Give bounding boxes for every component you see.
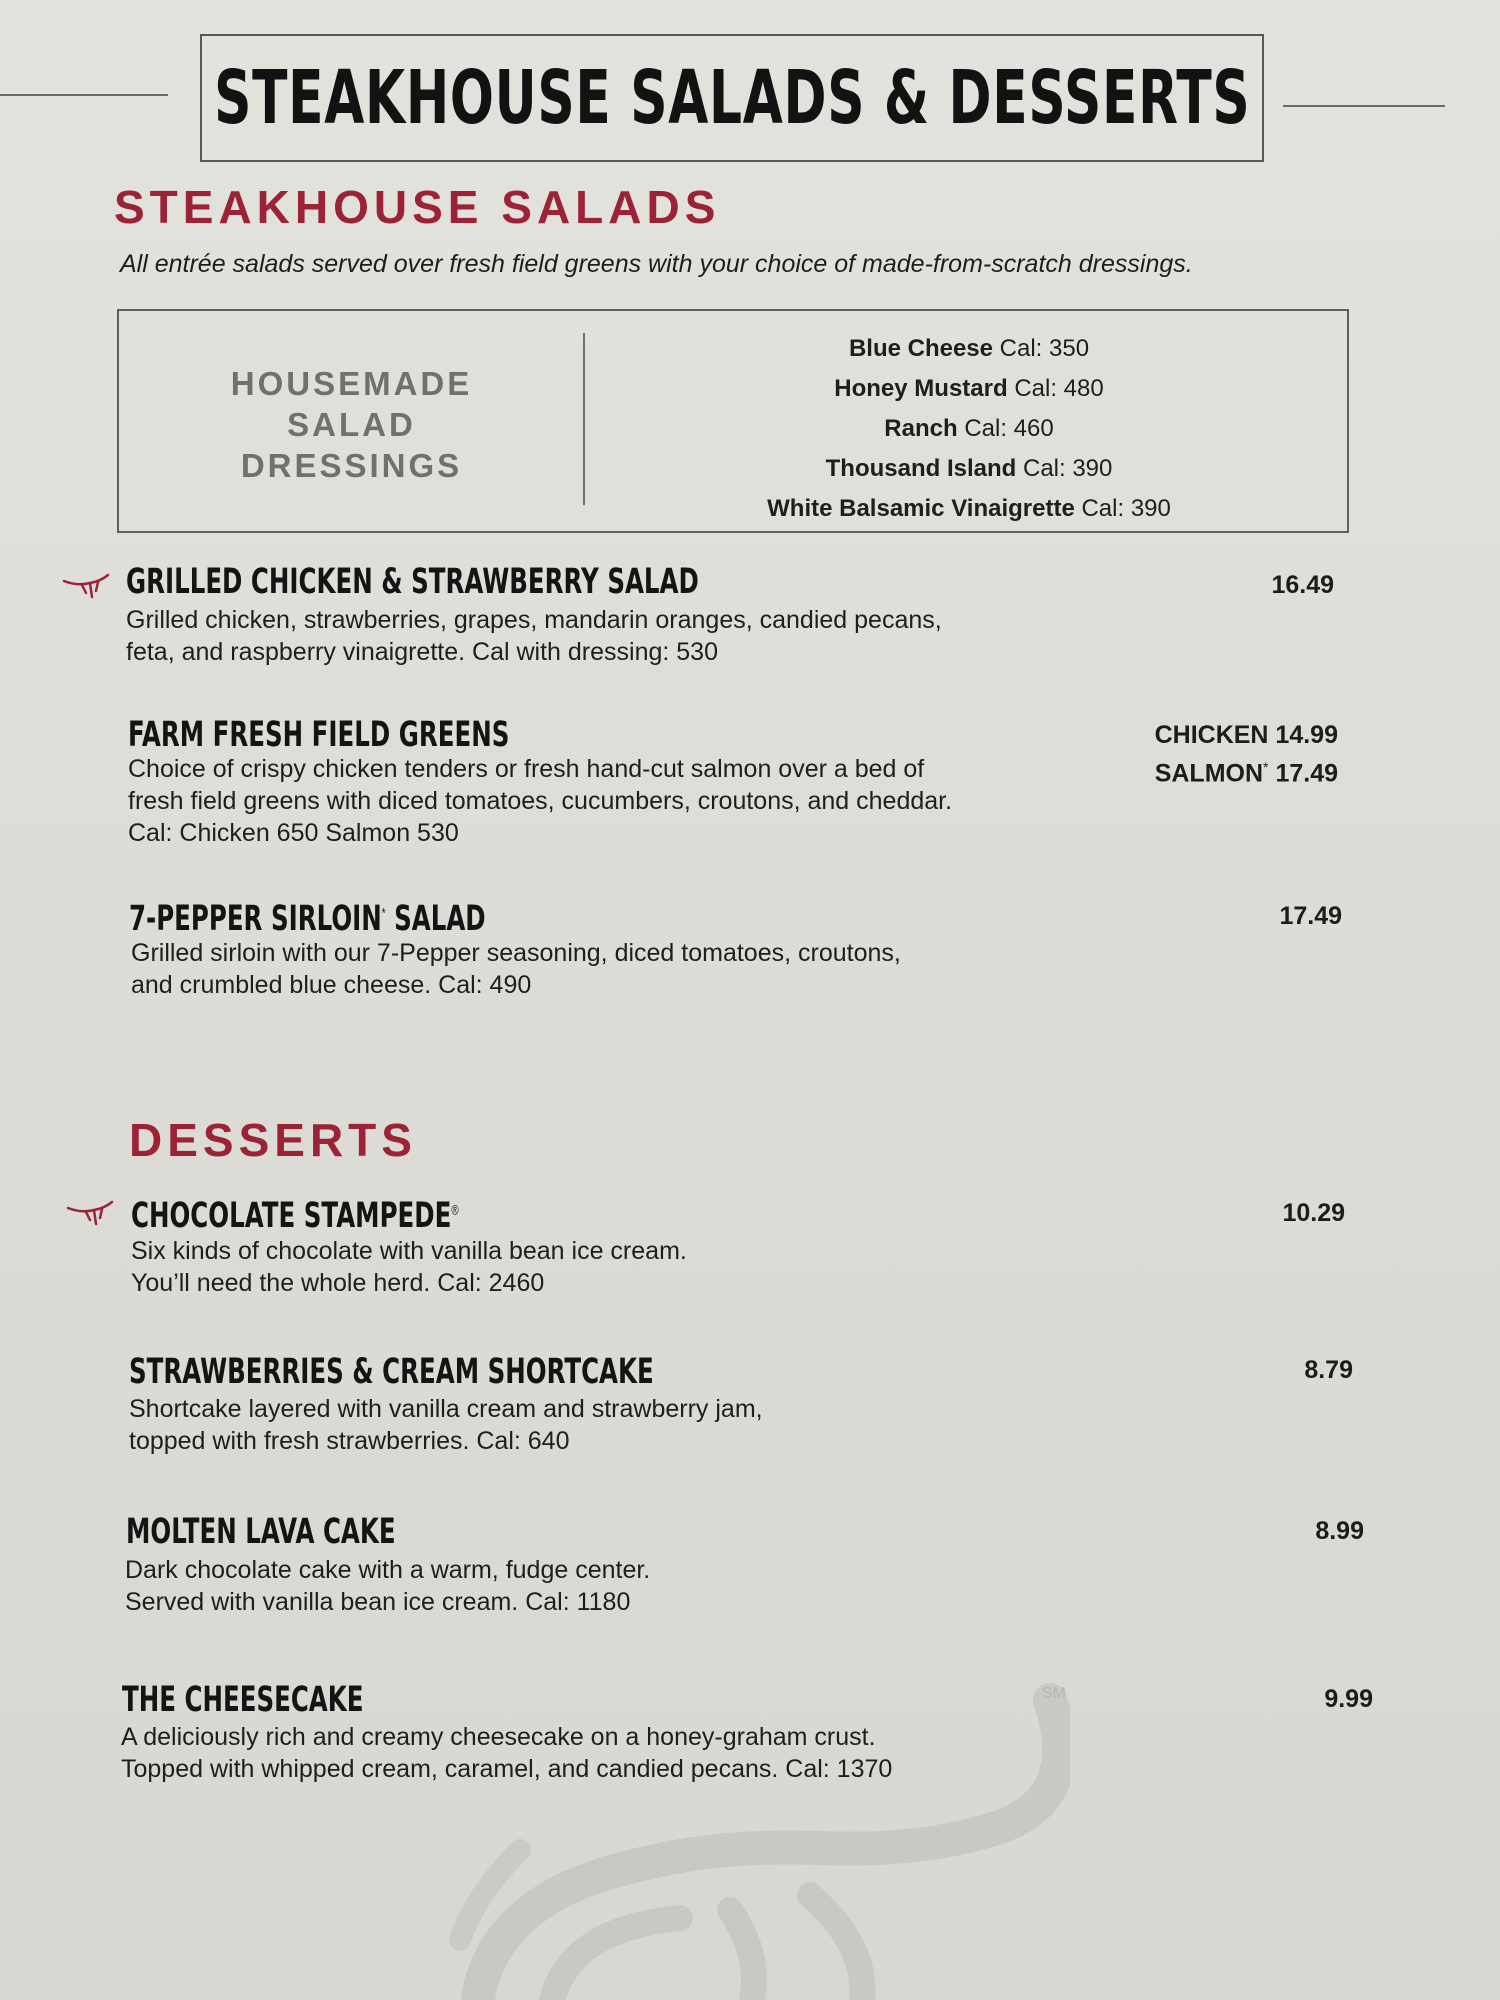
dressing-name: Ranch	[884, 415, 958, 442]
menu-item-price: 17.49	[1279, 902, 1342, 930]
desc-line: Grilled sirloin with our 7-Pepper seasoning, diced tomatoes, croutons,	[131, 939, 901, 967]
dressings-title-line: SALAD	[287, 406, 416, 443]
page-title: STEAKHOUSE SALADS & DESSERTS	[213, 55, 1251, 141]
desc-line: feta, and raspberry vinaigrette. Cal with dressing: 530	[126, 638, 718, 666]
desc-line: Grilled chicken, strawberries, grapes, mandarin oranges, candied pecans,	[126, 606, 942, 634]
price-label: SALMON	[1154, 759, 1264, 788]
dressing-item	[589, 369, 1349, 409]
dressing-name: Blue Cheese	[848, 335, 993, 362]
service-mark: SM	[1042, 1685, 1066, 1702]
dressing-cal: Cal: 460	[964, 415, 1054, 442]
menu-item-price: 8.99	[1315, 1517, 1364, 1545]
desc-line: Cal: Chicken 650 Salmon 530	[128, 819, 459, 847]
dressing-item	[589, 449, 1349, 489]
desc-line: Dark chocolate cake with a warm, fudge center.	[125, 1556, 651, 1584]
desc-line: Shortcake layered with vanilla cream and strawberry jam,	[129, 1395, 763, 1423]
menu-item-name: MOLTEN LAVA CAKE	[126, 1512, 396, 1552]
dressing-item	[589, 489, 1349, 529]
menu-item-price: 9.99	[1324, 1685, 1373, 1713]
menu-item-desc	[125, 1554, 650, 1618]
menu-item-name	[129, 899, 486, 939]
dressing-name: Honey Mustard	[834, 375, 1008, 402]
desc-line: You’ll need the whole herd. Cal: 2460	[131, 1269, 545, 1297]
bull-head-watermark	[430, 1680, 1070, 2000]
dressings-title	[119, 363, 584, 486]
menu-item-name: THE CHEESECAKE	[122, 1680, 364, 1720]
menu-item-name: GRILLED CHICKEN & STRAWBERRY SALAD	[126, 562, 699, 602]
item-name-text: CHOCOLATE STAMPEDE	[131, 1196, 452, 1236]
title-rule-left	[0, 94, 168, 96]
menu-item-desc	[131, 1235, 687, 1299]
dressing-cal: Cal: 350	[999, 335, 1090, 362]
desc-line: Choice of crispy chicken tenders or fresh hand-cut salmon over a bed of	[128, 755, 925, 783]
salads-intro: All entrée salads served over fresh field greens with your choice of made-from-scratch dressings.	[120, 250, 1193, 278]
desc-line: Topped with whipped cream, caramel, and candied pecans. Cal: 1370	[121, 1755, 893, 1783]
menu-item-name: FARM FRESH FIELD GREENS	[128, 715, 510, 755]
dressings-list	[589, 329, 1349, 529]
price-line	[1155, 751, 1338, 789]
registered-mark: ®	[451, 1201, 459, 1218]
dressing-cal: Cal: 390	[1022, 455, 1113, 482]
section-heading-salads: STEAKHOUSE SALADS	[114, 181, 721, 233]
menu-item-price: 16.49	[1271, 571, 1334, 599]
item-name-suffix: SALAD	[394, 899, 486, 939]
page-title-box	[200, 34, 1264, 162]
section-heading-desserts: DESSERTS	[129, 1114, 417, 1166]
dressing-cal: Cal: 390	[1081, 495, 1171, 522]
dressings-title-line: HOUSEMADE	[230, 365, 473, 402]
dressing-cal: Cal: 480	[1014, 375, 1104, 402]
menu-item-price	[1155, 719, 1338, 789]
longhorn-logo-icon	[62, 571, 116, 601]
desc-line: A deliciously rich and creamy cheesecake on a honey-graham crust.	[121, 1723, 876, 1751]
menu-item-price: 8.79	[1304, 1356, 1353, 1384]
asterisk-mark: *	[1263, 759, 1269, 775]
menu-item-price: 10.29	[1282, 1199, 1345, 1227]
title-rule-right	[1283, 105, 1445, 107]
desc-line: topped with fresh strawberries. Cal: 640	[129, 1427, 570, 1455]
longhorn-logo-icon	[66, 1198, 120, 1228]
asterisk-mark: *	[381, 904, 386, 921]
dressings-divider	[583, 333, 585, 505]
item-name-text: 7-PEPPER SIRLOIN	[129, 899, 382, 939]
menu-item-name: STRAWBERRIES & CREAM SHORTCAKE	[129, 1352, 654, 1392]
menu-item-desc	[126, 604, 942, 668]
price-value: 17.49	[1275, 759, 1338, 788]
menu-item-desc	[129, 1393, 763, 1457]
dressing-item	[589, 329, 1349, 369]
menu-item-name	[131, 1196, 459, 1236]
dressings-title-line: DRESSINGS	[240, 447, 463, 484]
desc-line: Six kinds of chocolate with vanilla bean ice cream.	[131, 1237, 687, 1265]
menu-item-desc	[128, 753, 952, 849]
price-line: CHICKEN 14.99	[1154, 721, 1338, 749]
dressing-item	[589, 409, 1349, 449]
menu-item-desc	[131, 937, 901, 1001]
desc-line: and crumbled blue cheese. Cal: 490	[131, 971, 532, 999]
desc-line: Served with vanilla bean ice cream. Cal: 1180	[125, 1588, 631, 1616]
dressing-name: Thousand Island	[825, 455, 1017, 482]
dressings-panel	[117, 309, 1349, 533]
desc-line: fresh field greens with diced tomatoes, cucumbers, croutons, and cheddar.	[128, 787, 953, 815]
dressing-name: White Balsamic Vinaigrette	[767, 495, 1075, 522]
